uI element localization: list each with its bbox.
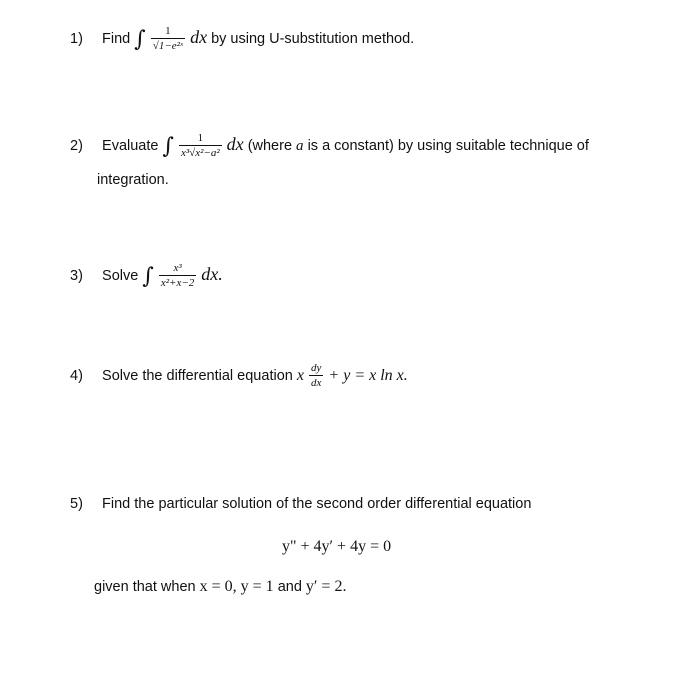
integral-sign: ∫	[142, 263, 154, 289]
fraction-denominator: √1−e²ˣ	[152, 40, 184, 52]
question-number: 3)	[70, 267, 83, 284]
question-number: 5)	[70, 496, 83, 512]
fraction-numerator: 1	[197, 132, 204, 144]
fraction-numerator: x³	[173, 262, 182, 274]
given-and: and	[277, 579, 302, 595]
question-lead: Solve	[102, 267, 139, 284]
initial-conditions	[94, 578, 346, 596]
constant-a: a	[296, 137, 304, 154]
given-condition-2: y′ = 2.	[305, 578, 347, 595]
question-5	[70, 496, 531, 512]
fraction-numerator: 1	[165, 25, 171, 37]
question-lead: Solve the differential equation	[102, 367, 293, 384]
question-4	[70, 362, 408, 390]
second-order-equation: y" + 4y′ + 4y = 0	[282, 538, 392, 555]
given-lead: given that when	[94, 579, 196, 595]
integral-sign: ∫	[162, 133, 174, 159]
question-lead: Find the particular solution of the second order differential equation	[102, 496, 532, 512]
question-1	[70, 25, 414, 53]
fraction	[159, 262, 196, 290]
question-tail-2: is a constant) by using suitable technique of	[307, 137, 589, 154]
fraction	[151, 25, 185, 53]
question-tail: by using U-substitution method.	[211, 30, 415, 47]
fraction-denominator: dx	[311, 377, 322, 389]
question-2-line-2: integration.	[97, 172, 169, 188]
question-lead: Find	[102, 30, 131, 47]
fraction-denominator: x²+x−2	[160, 277, 195, 289]
question-number: 2)	[70, 137, 83, 154]
question-tail-1: (where	[247, 137, 293, 154]
fraction	[179, 132, 222, 160]
question-number: 1)	[70, 30, 83, 47]
fraction-numerator: dy	[311, 362, 322, 374]
fraction-denominator: x³√x²−a²	[181, 147, 220, 159]
differential: dx	[226, 133, 244, 154]
question-2	[70, 132, 589, 160]
variable-x: x	[296, 366, 304, 384]
integral-sign: ∫	[134, 26, 146, 52]
differential: dx.	[201, 263, 223, 284]
question-number: 4)	[70, 367, 83, 384]
differential: dx	[190, 26, 208, 47]
derivative-fraction	[309, 362, 323, 390]
equation-rest: + y = x ln x.	[328, 366, 408, 384]
question-lead: Evaluate	[102, 137, 159, 154]
given-conditions: x = 0, y = 1	[199, 578, 274, 595]
question-3	[70, 262, 223, 290]
